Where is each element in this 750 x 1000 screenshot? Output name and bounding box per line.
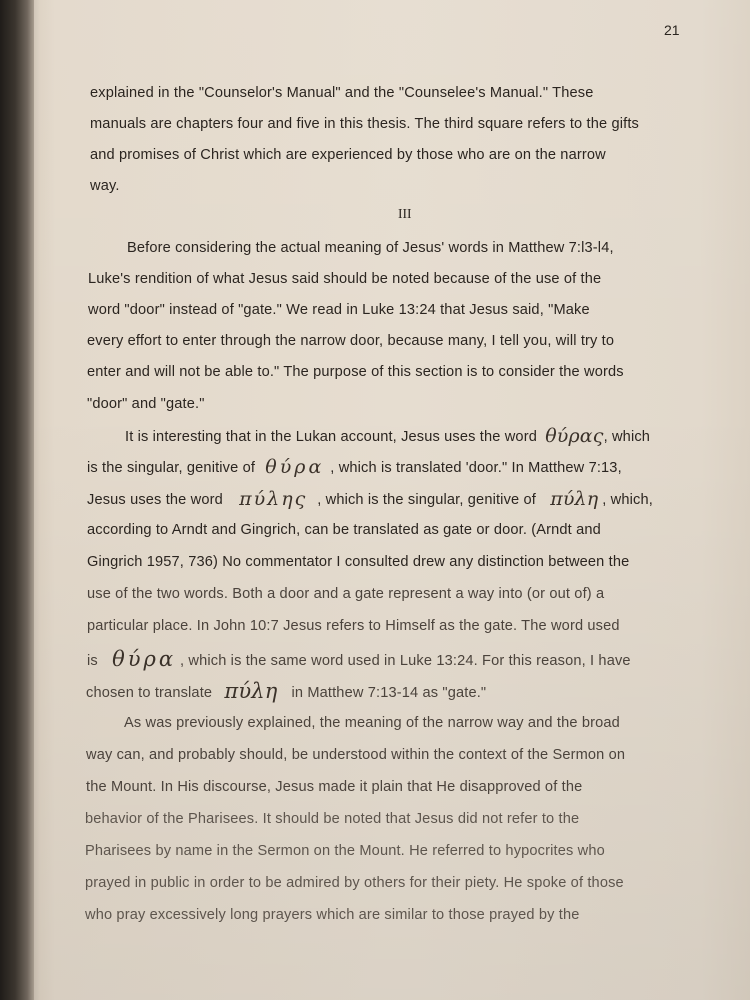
text-segment: , which is the same word used in Luke 13:24. For this reason, I have	[180, 653, 631, 669]
text-line: Before considering the actual meaning of Jesus' words in Matthew 7:l3-l4,	[127, 240, 614, 256]
text-line: Luke's rendition of what Jesus said should be noted because of the use of the	[88, 271, 602, 287]
text-segment: is	[87, 653, 98, 669]
text-line: who pray excessively long prayers which are similar to those prayed by the	[85, 907, 580, 923]
text-line: behavior of the Pharisees. It should be noted that Jesus did not refer to the	[85, 811, 580, 827]
greek-word-thyra: θύρα	[265, 456, 325, 478]
text-segment: , which is the singular, genitive of	[317, 492, 536, 508]
text-line: according to Arndt and Gingrich, can be translated as gate or door. (Arndt and	[87, 522, 601, 538]
text-line	[87, 488, 653, 508]
greek-word-pyle: πύλη	[550, 488, 599, 510]
text-line: use of the two words. Both a door and a gate represent a way into (or out of) a	[87, 586, 605, 602]
text-segment: Jesus uses the word	[87, 492, 223, 508]
text-line: way can, and probably should, be understood within the context of the Sermon on	[86, 747, 626, 763]
text-line: prayed in public in order to be admired by others for their piety. He spoke of those	[85, 875, 624, 891]
text-line: "door" and "gate."	[87, 396, 205, 412]
greek-word-thyra: θύρα	[112, 647, 176, 671]
page-number: 21	[664, 22, 680, 38]
text-segment: in Matthew 7:13-14 as "gate."	[291, 685, 487, 701]
book-spine	[0, 0, 34, 1000]
text-line: As was previously explained, the meaning of the narrow way and the broad	[124, 715, 620, 731]
text-segment: , which is translated 'door." In Matthew 7:13,	[330, 460, 622, 476]
text-line: word "door" instead of "gate." We read in Luke 13:24 that Jesus said, "Make	[88, 302, 590, 318]
book-page	[34, 0, 750, 1000]
greek-word-thyras: θύρας	[545, 425, 604, 447]
text-line: every effort to enter through the narrow door, because many, I tell you, will try to	[87, 333, 615, 349]
text-line: Pharisees by name in the Sermon on the Mount. He referred to hypocrites who	[85, 843, 605, 859]
text-line	[87, 647, 631, 671]
text-line: enter and will not be able to." The purpose of this section is to consider the words	[87, 364, 624, 380]
text-line: way.	[90, 178, 120, 194]
greek-word-pyle: πύλη	[224, 679, 278, 703]
text-line	[87, 456, 622, 476]
text-segment: , which	[603, 429, 651, 445]
text-line: explained in the "Counselor's Manual" and the "Counselee's Manual." These	[90, 85, 594, 101]
text-line	[125, 425, 650, 445]
text-line: Gingrich 1957, 736) No commentator I consulted drew any distinction between the	[87, 554, 630, 570]
text-segment: is the singular, genitive of	[87, 460, 256, 476]
text-line: manuals are chapters four and five in this thesis. The third square refers to the gifts	[90, 116, 639, 132]
text-segment: It is interesting that in the Lukan account, Jesus uses the word	[125, 429, 537, 445]
text-line: and promises of Christ which are experienced by those who are on the narrow	[90, 147, 606, 163]
text-line: the Mount. In His discourse, Jesus made it plain that He disapproved of the	[86, 779, 583, 795]
text-segment: chosen to translate	[86, 685, 213, 701]
text-line	[86, 679, 487, 703]
text-segment: , which,	[602, 492, 653, 508]
greek-word-pyles: πύλης	[239, 488, 308, 510]
section-number: III	[398, 206, 412, 221]
text-line: particular place. In John 10:7 Jesus refers to Himself as the gate. The word used	[87, 618, 620, 634]
